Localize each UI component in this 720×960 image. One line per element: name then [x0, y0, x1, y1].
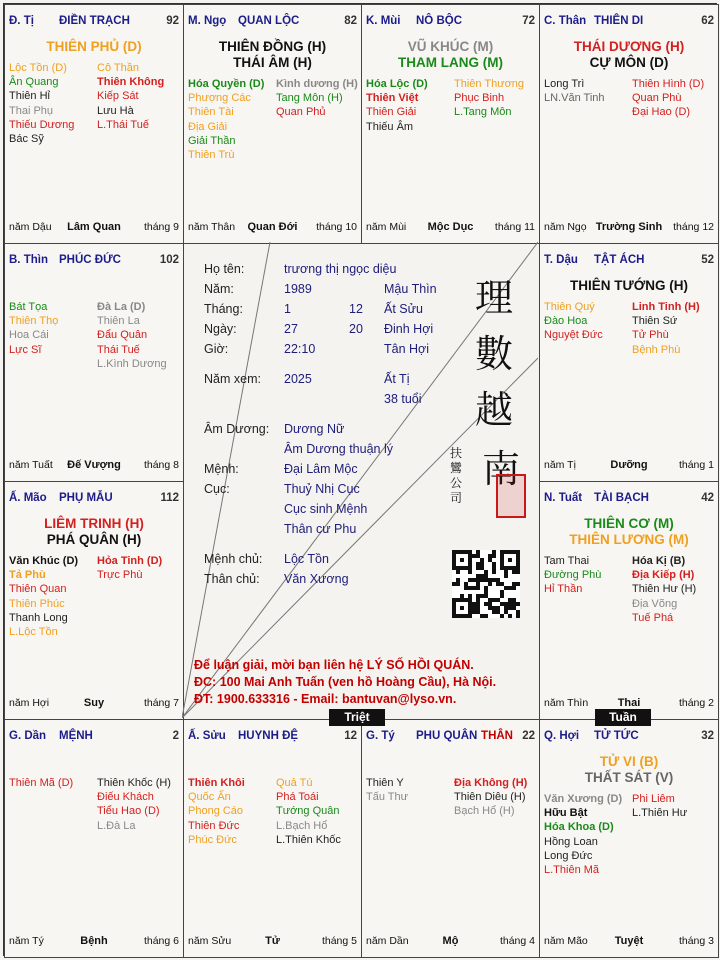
footer-stage: Mộc Dục: [427, 221, 474, 233]
minor-star: L.Thái Tuế: [97, 118, 149, 131]
main-star: THIÊN ĐỒNG (H): [218, 39, 327, 54]
minor-star: Phong Cáo: [188, 805, 244, 818]
minor-star: Thiên Giải: [366, 106, 417, 119]
minor-star: Hỉ Thần: [544, 583, 583, 596]
calligraphy-char: 數: [474, 332, 513, 376]
main-stars: [540, 754, 718, 786]
palace-header: [544, 15, 714, 29]
right-stars: [276, 776, 341, 847]
palace-name: QUAN LỘC: [238, 15, 300, 27]
minor-star: Kiếp Sát: [97, 90, 139, 103]
minor-star: Lộc Tồn (D): [9, 62, 67, 74]
minor-star: Quan Phủ: [276, 106, 326, 119]
than-cu: Thân cư Phu: [284, 522, 357, 536]
left-stars: [9, 554, 78, 639]
minor-star: Trực Phù: [97, 569, 143, 582]
calligraphy-char: 理: [474, 276, 513, 320]
footer-month: tháng 10: [316, 221, 357, 233]
minor-star: Lực Sĩ: [9, 343, 42, 356]
footer-stage: Quan Đới: [247, 221, 298, 233]
minor-star: Đẩu Quân: [97, 329, 148, 342]
than-chu-value: Văn Xương: [284, 572, 349, 586]
palace-header: [9, 730, 179, 744]
minor-star: Đường Phù: [544, 569, 602, 582]
minor-star: Thiên La: [97, 315, 140, 328]
left-stars: [544, 300, 603, 343]
branch-label: N. Tuất: [544, 492, 583, 504]
minor-star: Thiên Diêu (H): [454, 791, 526, 804]
palace-age: 22: [522, 730, 535, 742]
minor-star: Tấu Thư: [366, 791, 409, 804]
footer-stage: Suy: [83, 697, 105, 709]
minor-star: Bác Sỹ: [9, 133, 44, 146]
footer-stage: Đế Vượng: [67, 459, 121, 471]
footer-year: năm Tuất: [9, 459, 53, 471]
minor-star: Bệnh Phù: [632, 343, 681, 356]
minor-star: Phục Binh: [454, 92, 505, 105]
month-can: Ất Sửu: [384, 302, 423, 316]
main-star: THÁI ÂM (H): [233, 55, 312, 70]
main-stars: [540, 516, 718, 548]
palace-age: 82: [344, 15, 357, 27]
minor-star: Phi Liêm: [632, 793, 675, 805]
palace-footer: [366, 221, 535, 235]
main-star: THIÊN TƯỚNG (H): [570, 278, 688, 293]
palace-ty: [361, 719, 540, 958]
palace-footer: [544, 459, 714, 473]
left-stars: [544, 554, 601, 597]
footer-stage: Thai: [617, 697, 641, 709]
branch-label: C. Thân: [544, 15, 587, 27]
palace-header: [544, 254, 714, 268]
qr-code-pattern: [452, 550, 520, 618]
footer-month: tháng 9: [143, 221, 179, 233]
minor-star: L.Kình Dương: [97, 357, 167, 370]
palace-header: [9, 254, 179, 268]
hour-value: 22:10: [284, 342, 316, 356]
minor-star: Thiếu Dương: [9, 118, 75, 131]
triet-marker: Triệt: [329, 709, 385, 726]
contact-line-1: Để luận giải, mời bạn liên hệ LÝ SỐ HỒI QUÁN.: [194, 658, 474, 672]
footer-stage: Tuyệt: [614, 935, 644, 947]
footer-month: tháng 12: [673, 221, 714, 233]
main-stars: [184, 39, 361, 71]
main-star: THIÊN CƠ (M): [584, 516, 674, 531]
palace-footer: [544, 221, 714, 235]
minor-star: Phá Toái: [276, 791, 319, 804]
palace-header: [366, 15, 535, 29]
main-star: THIÊN LƯƠNG (M): [569, 532, 689, 547]
palace-age: 92: [166, 15, 179, 27]
minor-star: Cô Thần: [97, 62, 139, 74]
name-label: Họ tên:: [204, 262, 245, 276]
footer-year: năm Mão: [544, 935, 588, 947]
left-stars: [366, 776, 408, 804]
minor-star: Tam Thai: [544, 555, 590, 567]
cuc-value: Thuỷ Nhị Cục: [284, 482, 360, 496]
day-label: Ngày:: [204, 322, 237, 336]
palace-mui: [361, 4, 540, 244]
tuan-marker: Tuần: [595, 709, 651, 726]
branch-label: K. Mùi: [366, 15, 401, 27]
footer-year: năm Sửu: [188, 935, 232, 947]
palace-name: TÀI BẠCH: [594, 492, 649, 504]
branch-label: Ấ. Mão: [9, 492, 47, 504]
left-stars: [9, 776, 73, 790]
minor-star: Thiên Quý: [544, 301, 595, 313]
minor-star: Thiên Mã (D): [9, 777, 74, 789]
minor-star: Địa Võng: [632, 597, 678, 610]
palace-age: 102: [159, 254, 179, 266]
minor-star: Hoa Cái: [9, 329, 49, 342]
than-chu-label: Thân chủ:: [204, 572, 260, 586]
footer-year: năm Ngọ: [544, 221, 587, 233]
minor-star: LN.Văn Tinh: [544, 92, 605, 105]
branch-label: G. Tý: [366, 730, 395, 742]
footer-year: năm Hợi: [9, 697, 50, 709]
minor-star: Điếu Khách: [97, 791, 154, 804]
left-stars: [188, 776, 245, 847]
palace-footer: [9, 221, 179, 235]
branch-label: B. Thìn: [9, 254, 48, 266]
year-value: 1989: [284, 282, 312, 296]
main-star: LIÊM TRINH (H): [44, 516, 144, 531]
footer-month: tháng 6: [143, 935, 179, 947]
right-stars: [97, 61, 164, 132]
palace-name: HUYNH ĐỆ: [238, 730, 299, 742]
main-star: VŨ KHÚC (M): [407, 39, 494, 54]
footer-year: năm Thìn: [544, 697, 589, 709]
minor-star: Tiểu Hao (D): [97, 805, 160, 818]
palace-footer: [9, 935, 179, 949]
minor-star: Hữu Bật: [544, 807, 588, 820]
branch-label: Q. Hợi: [544, 730, 580, 742]
day-lunar: 20: [349, 322, 363, 336]
qr-code[interactable]: [452, 550, 520, 618]
minor-star: Kình dương (H): [276, 78, 358, 90]
palace-footer: [544, 935, 714, 949]
main-star: PHÁ QUÂN (H): [46, 532, 142, 547]
footer-year: năm Thân: [188, 221, 236, 233]
minor-star: Thiên Phúc: [9, 597, 65, 610]
contact-address: ĐC: 100 Mai Anh Tuấn (ven hồ Hoàng Cầu), Hà Nội.: [194, 675, 497, 689]
center-info-panel: [182, 242, 538, 718]
minor-star: Thiên Hư (H): [632, 583, 697, 596]
footer-month: tháng 8: [143, 459, 179, 471]
left-stars: [544, 77, 605, 105]
palace-name: PHỤ MẪU: [59, 492, 113, 504]
minor-star: Thiên Không: [97, 76, 165, 89]
view-year-value: 2025: [284, 372, 312, 386]
name-value: trương thị ngọc diệu: [284, 262, 397, 276]
hour-can: Tân Hợi: [384, 342, 430, 356]
age-value: 38 tuổi: [384, 392, 422, 406]
palace-than: [539, 4, 719, 244]
minor-star: Quốc Ấn: [188, 791, 231, 804]
minor-star: Phúc Đức: [188, 833, 237, 846]
palace-footer: [9, 459, 179, 473]
minor-star: Hồng Loan: [544, 835, 598, 848]
palace-age: 62: [701, 15, 714, 27]
footer-month: tháng 1: [678, 459, 714, 471]
right-stars: [632, 792, 687, 820]
footer-month: tháng 7: [143, 697, 179, 709]
palace-header: [188, 15, 357, 29]
menh-label: Mệnh:: [204, 462, 239, 476]
minor-star: Hỏa Tinh (D): [97, 555, 163, 567]
palace-ngo: [183, 4, 362, 244]
main-star: CỰ MÔN (D): [589, 55, 669, 70]
footer-month: tháng 2: [678, 697, 714, 709]
minor-star: Thiên Trù: [188, 149, 235, 162]
palace-hoi: [539, 719, 719, 958]
calligraphy-logo: [466, 270, 522, 438]
minor-star: L.Tang Môn: [454, 106, 512, 119]
year-can: Mậu Thìn: [384, 282, 437, 296]
left-stars: [366, 77, 428, 134]
minor-star: Thiên Hình (D): [632, 78, 705, 90]
minor-star: Bạch Hổ (H): [454, 805, 515, 818]
footer-year: năm Tị: [544, 459, 576, 471]
amduong-label: Âm Dương:: [204, 422, 270, 436]
right-stars: [454, 776, 527, 819]
minor-star: Thiếu Âm: [366, 120, 414, 133]
palace-age: 112: [160, 492, 179, 504]
cuc-label: Cục:: [204, 482, 230, 496]
minor-star: Giải Thần: [188, 134, 236, 147]
minor-star: Phượng Các: [188, 92, 251, 105]
palace-age: 42: [701, 492, 714, 504]
main-stars: [540, 278, 718, 294]
footer-month: tháng 5: [321, 935, 357, 947]
minor-star: L.Thiên Khốc: [276, 833, 341, 846]
branch-label: T. Dậu: [544, 254, 578, 266]
minor-star: Địa Giải: [188, 120, 228, 133]
minor-star: L.Thiên Mã: [544, 864, 600, 877]
left-stars: [188, 77, 264, 162]
footer-year: năm Mùi: [366, 221, 407, 233]
red-seal-stamp: [496, 474, 526, 518]
minor-star: Tang Môn (H): [276, 92, 343, 105]
footer-stage: Trường Sinh: [595, 221, 663, 233]
minor-star: Bát Tọa: [9, 301, 48, 313]
small-stamp-text: 扶鸞公司: [450, 446, 463, 505]
footer-month: tháng 11: [494, 221, 535, 233]
palace-age: 52: [701, 254, 714, 266]
right-stars: [454, 77, 524, 120]
main-stars: [5, 516, 183, 548]
than-marker: THÂN: [481, 730, 513, 742]
palace-suu: [183, 719, 362, 958]
palace-footer: [188, 935, 357, 949]
menh-chu-label: Mệnh chủ:: [204, 552, 263, 566]
palace-name: PHU QUÂN: [416, 730, 478, 742]
minor-star: Long Trì: [544, 78, 585, 90]
minor-star: Hóa Khoa (D): [544, 821, 614, 834]
branch-label: M. Ngọ: [188, 15, 227, 27]
right-stars: [97, 300, 167, 371]
contact-phone-email: ĐT: 1900.633316 - Email: bantuvan@lyso.vn.: [194, 692, 457, 706]
palace-dau: [4, 4, 184, 244]
palace-thin: [4, 243, 184, 482]
footer-year: năm Dần: [366, 935, 409, 947]
main-stars: [362, 39, 539, 71]
minor-star: Địa Không (H): [454, 777, 528, 789]
minor-star: L.Đà La: [97, 819, 136, 832]
palace-tuat: [539, 481, 719, 720]
minor-star: Thiên Đức: [188, 819, 240, 832]
minor-star: Quả Tú: [276, 777, 313, 789]
right-stars: [97, 554, 162, 582]
palace-header: [9, 492, 179, 506]
palace-dan: [4, 719, 184, 958]
branch-label: Ấ. Sửu: [188, 730, 226, 742]
palace-header: [366, 730, 535, 744]
day-can: Đinh Hợi: [384, 322, 434, 336]
minor-star: Tuế Phá: [632, 611, 674, 624]
minor-star: L.Lộc Tồn: [9, 626, 58, 639]
palace-name: TỬ TỨC: [594, 730, 639, 742]
minor-star: Thiên Tài: [188, 106, 234, 119]
main-star: THIÊN PHỦ (D): [46, 39, 142, 54]
minor-star: Thiên Thọ: [9, 315, 59, 328]
main-stars: [540, 39, 718, 71]
left-stars: [9, 61, 74, 146]
palace-age: 32: [701, 730, 714, 742]
minor-star: Hóa Quyền (D): [188, 78, 265, 90]
minor-star: Hóa Lộc (D): [366, 78, 428, 90]
amduong-relation: Âm Dương thuận lý: [284, 442, 393, 456]
menh-chu-value: Lộc Tồn: [284, 552, 329, 566]
palace-name: NÔ BỘC: [416, 15, 462, 27]
cuc-relation: Cục sinh Mệnh: [284, 502, 368, 516]
minor-star: Địa Kiếp (H): [632, 569, 695, 582]
footer-month: tháng 4: [499, 935, 535, 947]
minor-star: Ân Quang: [9, 76, 59, 89]
footer-stage: Dưỡng: [610, 459, 648, 471]
minor-star: Đà La (D): [97, 301, 146, 313]
minor-star: Thái Tuế: [97, 343, 140, 356]
minor-star: Long Đức: [544, 849, 593, 862]
minor-star: Thiên Y: [366, 777, 404, 789]
minor-star: L.Bạch Hổ: [276, 819, 328, 832]
minor-star: Thiên Việt: [366, 92, 419, 105]
right-stars: [276, 77, 358, 120]
minor-star: Hóa Kị (B): [632, 555, 686, 567]
year-label: Năm:: [204, 282, 234, 296]
minor-star: Văn Xương (D): [544, 793, 623, 805]
palace-age: 72: [522, 15, 535, 27]
minor-star: Tả Phù: [9, 569, 46, 582]
month-label: Tháng:: [204, 302, 243, 316]
footer-stage: Tử: [265, 935, 280, 947]
month-value: 1: [284, 302, 291, 316]
palace-age: 12: [344, 730, 357, 742]
palace-name: MỆNH: [59, 730, 93, 742]
minor-star: Thiên Thương: [454, 78, 525, 90]
palace-header: [9, 15, 179, 29]
palace-footer: [188, 221, 357, 235]
palace-name: THIÊN DI: [594, 15, 644, 27]
main-star: TỬ VI (B): [599, 754, 659, 769]
month-lunar: 12: [349, 302, 363, 316]
palace-name: TẬT ÁCH: [594, 254, 645, 266]
footer-stage: Mộ: [442, 935, 459, 947]
minor-star: Thiên Khốc (H): [97, 777, 171, 789]
palace-footer: [366, 935, 535, 949]
right-stars: [97, 776, 171, 833]
footer-stage: Bệnh: [80, 935, 108, 947]
minor-star: Thiên Quan: [9, 583, 67, 596]
palace-dau2: [539, 243, 719, 482]
palace-header: [188, 730, 357, 744]
calligraphy-char: 越: [474, 388, 513, 432]
minor-star: L.Thiên Hư: [632, 807, 688, 820]
footer-year: năm Tý: [9, 935, 44, 947]
view-year-can: Ất Tị: [384, 372, 410, 386]
minor-star: Nguyệt Đức: [544, 329, 603, 342]
calligraphy-char: 南: [481, 447, 520, 491]
main-star: THAM LANG (M): [398, 55, 503, 70]
minor-star: Thiên Khôi: [188, 777, 245, 789]
minor-star: Lưu Hà: [97, 104, 134, 117]
minor-star: Đại Hao (D): [632, 106, 691, 119]
main-star: THÁI DƯƠNG (H): [573, 39, 685, 54]
palace-header: [544, 730, 714, 744]
right-stars: [632, 300, 700, 357]
minor-star: Linh Tinh (H): [632, 301, 700, 313]
palace-header: [544, 492, 714, 506]
view-year-label: Năm xem:: [204, 372, 261, 386]
minor-star: Quan Phù: [632, 92, 682, 105]
palace-name: PHÚC ĐỨC: [59, 254, 121, 266]
palace-mao: [4, 481, 184, 720]
hour-label: Giờ:: [204, 342, 229, 356]
main-star: THẤT SÁT (V): [584, 770, 674, 785]
minor-star: Văn Khúc (D): [9, 555, 79, 567]
branch-label: Đ. Tị: [9, 15, 34, 27]
palace-name: ĐIỀN TRẠCH: [59, 15, 130, 27]
minor-star: Tướng Quân: [276, 805, 340, 818]
left-stars: [9, 300, 58, 357]
minor-star: Đào Hoa: [544, 315, 588, 328]
day-value: 27: [284, 322, 298, 336]
menh-value: Đại Lâm Mộc: [284, 462, 358, 476]
minor-star: Tử Phù: [632, 329, 669, 342]
left-stars: [544, 792, 622, 877]
minor-star: Thanh Long: [9, 611, 68, 624]
minor-star: Thai Phụ: [9, 104, 54, 117]
footer-stage: Lâm Quan: [67, 221, 121, 233]
footer-year: năm Dậu: [9, 221, 52, 233]
right-stars: [632, 554, 696, 625]
main-stars: [5, 39, 183, 55]
footer-month: tháng 3: [678, 935, 714, 947]
minor-star: Thiên Hỉ: [9, 90, 50, 103]
minor-star: Thiên Sứ: [632, 315, 678, 328]
amduong-value: Dương Nữ: [284, 422, 345, 436]
palace-footer: [9, 697, 179, 711]
branch-label: G. Dần: [9, 730, 47, 742]
right-stars: [632, 77, 704, 120]
palace-age: 2: [172, 730, 179, 742]
